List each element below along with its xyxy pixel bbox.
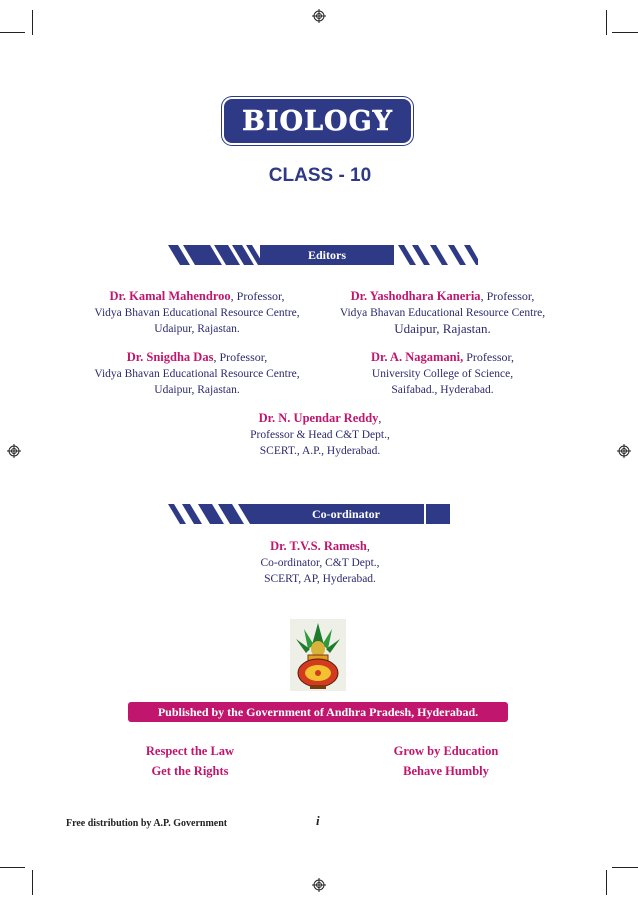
editor-title: Professor, — [463, 350, 515, 364]
editor-location: SCERT., A.P., Hyderabad. — [259, 445, 381, 457]
editors-band — [168, 245, 478, 265]
editor-affiliation: Professor & Head C&T Dept., — [250, 429, 390, 441]
editors-heading-bar — [260, 245, 394, 265]
editor-card — [82, 349, 312, 398]
editors-heading: Editors — [307, 247, 346, 262]
editor-affiliation: University College of Science, — [371, 368, 514, 380]
editor-location: Udaipur, Rajastan. — [154, 323, 240, 335]
coordinator-stripes-left-icon — [168, 504, 268, 524]
editor-name: Dr. Snigdha Das — [126, 350, 214, 364]
editor-location: Udaipur, Rajastan. — [394, 321, 491, 336]
editor-card — [200, 410, 440, 459]
editor-card — [330, 349, 555, 398]
editor-name: Dr. Yashodhara Kaneria — [350, 289, 481, 303]
coordinator-heading: Co-ordinator — [312, 506, 380, 521]
editor-location: Udaipur, Rajastan. — [154, 384, 240, 396]
book-title-box — [224, 99, 411, 143]
editor-location: Saifabad., Hyderabad. — [391, 384, 494, 396]
coordinator-location: SCERT, AP, Hyderabad. — [264, 573, 376, 585]
editor-name: Dr. Kamal Mahendroo — [109, 289, 231, 303]
book-title: BIOLOGY — [242, 105, 393, 137]
motto-line: Respect the Law — [145, 744, 235, 758]
editor-title: , Professor, — [230, 289, 285, 303]
editor-title: , Professor, — [213, 350, 268, 364]
editor-affiliation: Vidya Bhavan Educational Resource Centre, — [94, 368, 300, 380]
footer-distribution: Free distribution by A.P. Government — [66, 818, 228, 829]
published-by-banner — [128, 702, 508, 722]
editor-affiliation: Vidya Bhavan Educational Resource Centre, — [339, 307, 546, 319]
registration-mark-top-icon — [312, 9, 326, 23]
editor-card — [82, 288, 312, 337]
registration-mark-bottom-icon — [312, 878, 326, 892]
editor-name: Dr. A. Nagamani, — [370, 350, 464, 364]
coordinator-card — [200, 538, 440, 587]
coordinator-role: Co-ordinator, C&T Dept., — [260, 557, 380, 569]
editors-stripes-left-icon — [168, 245, 268, 265]
editor-card — [325, 288, 560, 337]
registration-mark-right-icon — [617, 444, 631, 458]
motto-line: Grow by Education — [393, 744, 499, 758]
editor-title: , Professor, — [480, 289, 535, 303]
motto-right — [376, 741, 516, 781]
motto-line: Behave Humbly — [403, 764, 489, 778]
coordinator-name: Dr. T.V.S. Ramesh — [270, 539, 367, 553]
coordinator-heading-bar — [268, 504, 424, 524]
coordinator-band — [168, 504, 450, 524]
editor-title: , — [378, 411, 382, 425]
motto-left — [120, 741, 260, 781]
editor-name: Dr. N. Upendar Reddy — [258, 411, 379, 425]
coordinator-band-end — [426, 504, 450, 524]
class-label: CLASS - 10 — [268, 165, 372, 186]
editor-affiliation: Vidya Bhavan Educational Resource Centre, — [94, 307, 300, 319]
coordinator-title: , — [366, 539, 370, 553]
published-by-text: Published by the Government of Andhra Pradesh, Hyderabad. — [157, 704, 479, 719]
motto-line: Get the Rights — [151, 764, 229, 778]
purnakumbham-emblem-icon — [290, 619, 346, 691]
registration-mark-left-icon — [7, 444, 21, 458]
editors-stripes-right-icon — [394, 245, 478, 265]
page-number: i — [316, 813, 320, 828]
